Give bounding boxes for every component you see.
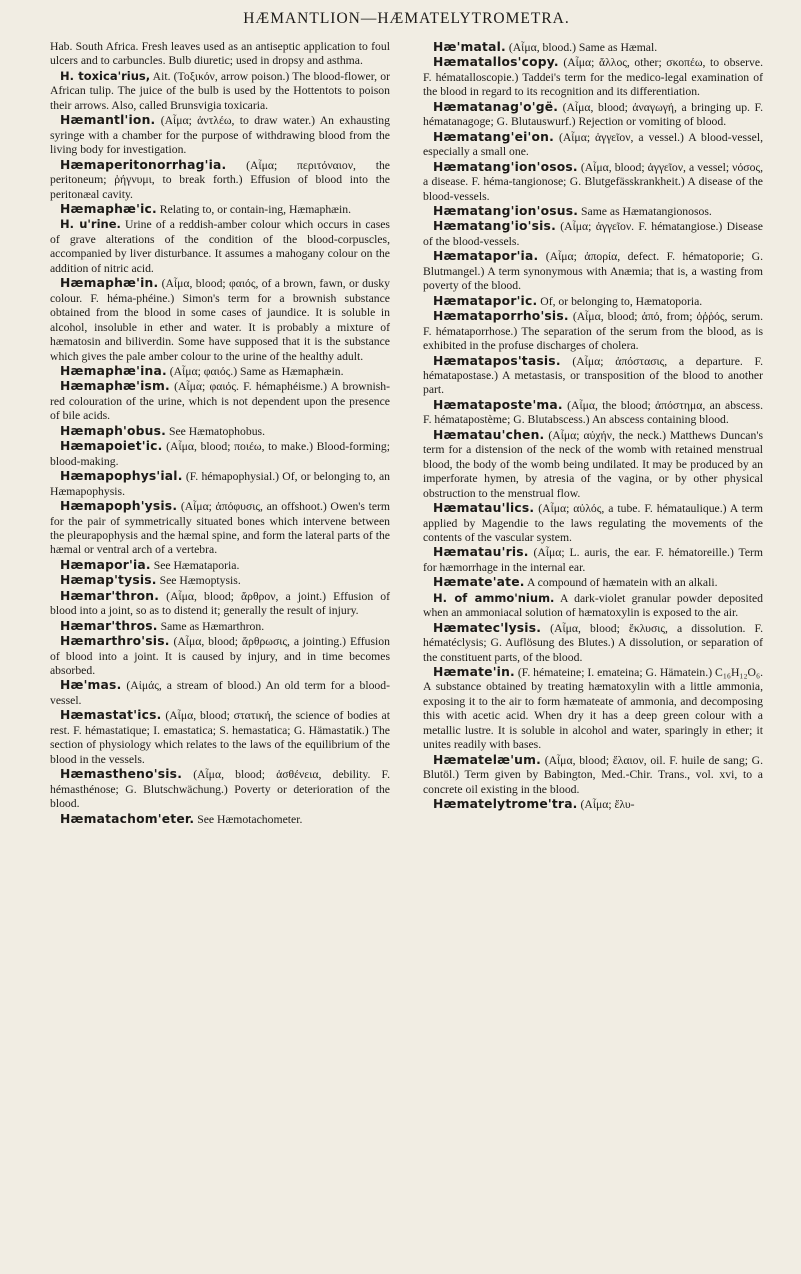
dictionary-entry	[423, 204, 763, 219]
entry-definition: (Αἷμα; ἔλυ-	[577, 798, 635, 812]
entry-headword: H. of ammo'nium.	[433, 590, 555, 605]
entry-headword: Hæmataporrho'sis.	[433, 309, 569, 324]
entry-definition: (Αἷμα; περιτόναιον, the peritoneum; ῥήγνυμι, to break forth.) Effusion of blood into the peritonæal cavity.	[50, 158, 390, 201]
entry-headword: Hæmatau'lics.	[433, 501, 535, 516]
entry-headword: Hæmate'ate.	[433, 575, 525, 590]
entry-definition: (Αἷμα; φαιός.) Same as Hæmaphæin.	[166, 364, 344, 378]
entry-headword: Hæmataposte'ma.	[433, 397, 563, 412]
entry-definition: (Αἷμα, blood; ἀγγεῖον, a vessel; νόσος, a disease. F. héma-tangionose; G. Blutgefässkrankheit.) A disease of the blood-vessels.	[423, 160, 763, 203]
dictionary-entry	[423, 354, 763, 398]
dictionary-entry	[50, 40, 390, 69]
dictionary-entry	[423, 545, 763, 575]
entry-definition: (Αἷμα; φαιός. F. hémaphéisme.) A brownish-red colouration of the urine, which is not dependent upon the presence of bile acids.	[50, 380, 390, 423]
entry-headword: Hæmantl'ion.	[60, 113, 156, 128]
dictionary-entry	[50, 767, 390, 811]
dictionary-entry	[50, 499, 390, 558]
entry-headword: Hæmaph'obus.	[60, 423, 167, 438]
entry-headword: H. u'rine.	[60, 217, 121, 232]
entry-definition: (Αἷμα, blood; ἄρθρον, a joint.) Effusion of blood into a joint, so as to distend it; generally the result of injury.	[50, 589, 390, 618]
dictionary-entry	[423, 249, 763, 293]
entry-definition: (Αἷμα, blood; ἀπό, from; ὀῤῥός, serum. F. hémataporrhose.) The separation of the serum from the blood, as is exhibited in the profuse discharges of cholera.	[423, 310, 763, 353]
entry-headword: Hæ'matal.	[433, 40, 506, 54]
entry-headword: Hæmastat'ics.	[60, 708, 162, 723]
dictionary-entry	[423, 219, 763, 249]
entry-definition: (Αἷμα, blood; ἔκλυσις, a dissolution. F. hématéclysis; G. Auflösung des Blutes.) A dissolution, or separation of the constituent parts, of the blood.	[423, 621, 763, 664]
dictionary-entry	[423, 797, 763, 812]
entry-definition: See Hæmataporia.	[150, 558, 240, 572]
entry-headword: Hæmap'tysis.	[60, 573, 157, 588]
entry-headword: Hæmatang'ei'on.	[433, 129, 554, 144]
entry-definition: See Hæmatophobus.	[166, 424, 266, 438]
dictionary-entry	[50, 573, 390, 588]
entry-definition: See Hæmotachometer.	[194, 812, 303, 826]
dictionary-entry	[423, 398, 763, 428]
entry-definition: Same as Hæmarthron.	[157, 619, 265, 633]
dictionary-entry	[50, 619, 390, 634]
dictionary-entry	[50, 678, 390, 708]
dictionary-entry	[50, 113, 390, 157]
dictionary-entry	[50, 364, 390, 379]
entry-definition: A dark-violet granular powder deposited when an ammoniacal solution of hæmatoxylin is exposed to the air.	[423, 591, 763, 620]
dictionary-entry	[50, 439, 390, 469]
dictionary-entry	[50, 217, 390, 276]
entry-headword: Hæmaphæ'ic.	[60, 201, 157, 216]
entry-headword: Hæmatallos'copy.	[433, 55, 559, 70]
dictionary-entry	[423, 40, 763, 55]
entry-definition: (Αἷμα; ἀγγεῖον, a vessel.) A blood-vessel, especially a small one.	[423, 130, 763, 159]
entry-headword: Hæmaphæ'in.	[60, 276, 159, 291]
dictionary-entry	[423, 575, 763, 590]
entry-definition: (Αἷμα, the blood; ἀπόστημα, an abscess. F. hématapostème; G. Blutabscess.) An abscess containing blood.	[423, 398, 763, 427]
dictionary-entry	[50, 424, 390, 439]
dictionary-entry	[50, 469, 390, 499]
entry-definition: Ait. (Τοξικόν, arrow poison.) The blood-flower, or African tulip. The juice of the bulb is used by the Hottentots to poison their arrows. Also, called Brunsvigia toxicaria.	[50, 69, 390, 112]
dictionary-entry	[50, 634, 390, 678]
dictionary-entry	[423, 100, 763, 130]
entry-definition: (Αἷμα; ἀπόφυσις, an offshoot.) Owen's term for the pair of symmetrically situated bones which intervene between the pleurapophysis and the hæmal spine, and form the lateral parts of the hæmal or ventral arch of a vertebra.	[50, 500, 390, 557]
entry-definition: (F. hémapophysial.) Of, or belonging to, an Hæmapophysis.	[50, 470, 390, 498]
entry-headword: Hæmatau'chen.	[433, 427, 545, 442]
entry-headword: Hæmate'in.	[433, 665, 515, 680]
dictionary-entry	[423, 621, 763, 665]
entry-headword: Hæmatang'ion'osus.	[433, 203, 579, 218]
entry-headword: Hæmapoiet'ic.	[60, 439, 163, 454]
entry-definition: (Αἷμα, blood; ἔλαιον, oil. F. huile de sang; G. Blutöl.) Term given by Babington, Med.-Chir. Trans., vol. xvi, to a concrete oil existing in the blood.	[423, 753, 763, 796]
entry-definition: (Αἷμα, blood; στατική, the science of bodies at rest. F. hémastatique; I. emastatica; S. hemastatica; G. Hämastatik.) The section of physiology which relates to the laws of the equilibrium of the blood in the vessels.	[50, 709, 390, 766]
entry-definition: (Αἷμα; αὐχήν, the neck.) Matthews Duncan's term for a distension of the neck of the womb with retained menstrual blood, the body of the womb being undilated. It may be produced by an imperforate hymen, by atresia of the vagina, or by other physical obstruction to the menstrual flow.	[423, 428, 763, 500]
entry-headword: Hæmatapor'ia.	[433, 249, 539, 264]
entry-definition: (Αἷμα, blood; ἄρθρωσις, a jointing.) Effusion of blood into a joint. It is caused by injury, and in time becomes absorbed.	[50, 635, 390, 678]
columns	[50, 40, 763, 827]
entry-headword: Hæmatau'ris.	[433, 545, 529, 560]
dictionary-entry	[50, 69, 390, 113]
entry-headword: Hæmatapor'ic.	[433, 293, 538, 308]
entry-headword: Hæmar'thros.	[60, 618, 158, 633]
entry-headword: Hæmatang'ion'osos.	[433, 159, 578, 174]
dictionary-entry	[423, 591, 763, 621]
dictionary-entry	[423, 501, 763, 545]
entry-headword: Hæmatanag'o'gë.	[433, 99, 559, 114]
left-column	[50, 40, 390, 827]
dictionary-entry	[423, 309, 763, 353]
entry-headword: H. toxica'rius,	[60, 68, 151, 83]
entry-definition: (Αἷμα, blood; ποιέω, to make.) Blood-forming; blood-making.	[50, 440, 390, 468]
entry-definition: (Αἱμάς, a stream of blood.) An old term for a blood-vessel.	[50, 679, 390, 707]
dictionary-entry	[50, 589, 390, 619]
right-column	[423, 40, 763, 827]
entry-headword: Hæmar'thron.	[60, 588, 160, 603]
entry-definition: See Hæmoptysis.	[156, 574, 241, 588]
entry-headword: Hæmatachom'eter.	[60, 811, 195, 826]
entry-definition: A compound of hæmatein with an alkali.	[524, 576, 718, 590]
dictionary-entry	[423, 753, 763, 797]
entry-headword: Hæmatelæ'um.	[433, 752, 542, 767]
entry-definition: (Αἷμα, blood.) Same as Hæmal.	[505, 41, 658, 54]
entry-definition: (Αἷμα; ἄλλος, other; σκοπέω, to observe. F. hématalloscopie.) Taddei's term for the medico-legal examination of the blood in regard to its recognition and its differentiation.	[423, 56, 763, 99]
entry-definition: (Αἷμα, blood; ἀναγωγή, a bringing up. F. hématanagoge; G. Blutauswurf.) Rejection or vomiting of blood.	[423, 100, 763, 129]
entry-headword: Hæmasthenо'sis.	[60, 767, 183, 782]
dictionary-entry	[423, 55, 763, 99]
entry-definition: (Αἷμα, blood; ἀσθένεια, debility. F. hémasthénose; G. Blutschwächung.) Poverty or deterioration of the blood.	[50, 768, 390, 811]
entry-headword: Hæmaperitonorrhag'ia.	[60, 157, 227, 172]
entry-headword: Hæmatec'lysis.	[433, 620, 542, 635]
entry-definition: Urine of a reddish-amber colour which occurs in cases of grave alterations of the condition of the blood-corpuscles, accompanied by liver disturbance. It assumes a mahogany colour on the addition of nitric acid.	[50, 218, 390, 275]
entry-definition: (Αἷμα; L. auris, the ear. F. hématoreille.) Term for hæmorrhage in the internal ear.	[423, 546, 763, 574]
entry-definition: Same as Hæmatangionosos.	[578, 204, 712, 218]
entry-headword: Hæmatelytrome'tra.	[433, 797, 578, 812]
dictionary-entry	[423, 160, 763, 204]
entry-definition: Relating to, or contain-ing, Hæmaphæin.	[156, 202, 351, 216]
dictionary-entry	[50, 202, 390, 217]
entry-headword: Hæmapophys'ial.	[60, 469, 183, 484]
entry-definition: (Αἷμα; ἀντλέω, to draw water.) An exhausting syringe with a chamber for the purpose of withdrawing blood from the living body for investigation.	[50, 114, 390, 157]
entry-definition: (Αἷμα; ἀπόστασις, a departure. F. hématapostase.) A metastasis, or transposition of the blood to another part.	[423, 354, 763, 397]
entry-headword: Hæmaphæ'ina.	[60, 363, 167, 378]
dictionary-entry	[50, 812, 390, 827]
entry-definition: (Αἷμα; αὐλός, a tube. F. hématauliquе.) A term applied by Magendie to the laws regulating the movements of the contents of the vascular system.	[423, 502, 763, 544]
dictionary-entry	[50, 158, 390, 202]
dictionary-entry	[423, 665, 763, 753]
entry-headword: Hæmaphæ'ism.	[60, 379, 170, 394]
entry-headword: Hæmapor'ia.	[60, 557, 151, 572]
entry-definition: (F. hématеine; I. ematеina; G. Hämatein.) C₁₆H₁₂O₆. A substance obtained by treating hæmatoxylin with a little ammonia, exposing it to the air to form hæmateate of ammonia, and decomposing this with acetic acid. When dry it has a deep green colour with a metallic lustre. It is soluble in alcohol and water, sparingly in ether; it unites readily with bases.	[423, 666, 763, 752]
dictionary-entry	[423, 294, 763, 309]
running-header: HÆMANTLION—HÆMATELYTROMETRA.	[243, 10, 570, 27]
entry-definition: Of, or belonging to, Hæmatoporia.	[537, 294, 703, 308]
dictionary-entry	[50, 708, 390, 767]
dictionary-entry	[423, 428, 763, 501]
dictionary-entry	[50, 276, 390, 364]
entry-headword: Hæmapoph'ysis.	[60, 499, 178, 514]
dictionary-entry	[50, 379, 390, 423]
entry-definition: (Αἷμα, blood; φαιός, of a brown, fawn, or dusky colour. F. héma-phéine.) Simon's term for a brownish substance obtained from the blood in some cases of jaundice. It is soluble in alcohol, insoluble in ether and water. It is probably a mixture of hæmatosin and biliverdin. Some have supposed that it is the substance which gives the pale amber colour to the urine of the healthy adult.	[50, 277, 390, 363]
dictionary-entry	[50, 558, 390, 573]
dictionary-entry	[423, 130, 763, 160]
entry-definition: (Αἷμα; ἀπορία, defect. F. hématoporie; G. Blutmangel.) A term synonymous with Anæmia; that is, a wasting from poverty of the blood.	[423, 250, 763, 293]
entry-headword: Hæmatapos'tasis.	[433, 353, 561, 368]
entry-headword: Hæmatang'io'sis.	[433, 219, 556, 234]
entry-definition: (Αἷμα; ἀγγεῖον. F. hématangiose.) Disease of the blood-vessels.	[423, 220, 763, 248]
entry-headword: Hæmarthro'sis.	[60, 634, 170, 649]
entry-headword: Hæ'mas.	[60, 678, 122, 693]
entry-definition: Hab. South Africa. Fresh leaves used as an antiseptic application to foul ulcers and to carbuncles. Bulb diuretic; used in dropsy and asthma.	[50, 40, 390, 68]
